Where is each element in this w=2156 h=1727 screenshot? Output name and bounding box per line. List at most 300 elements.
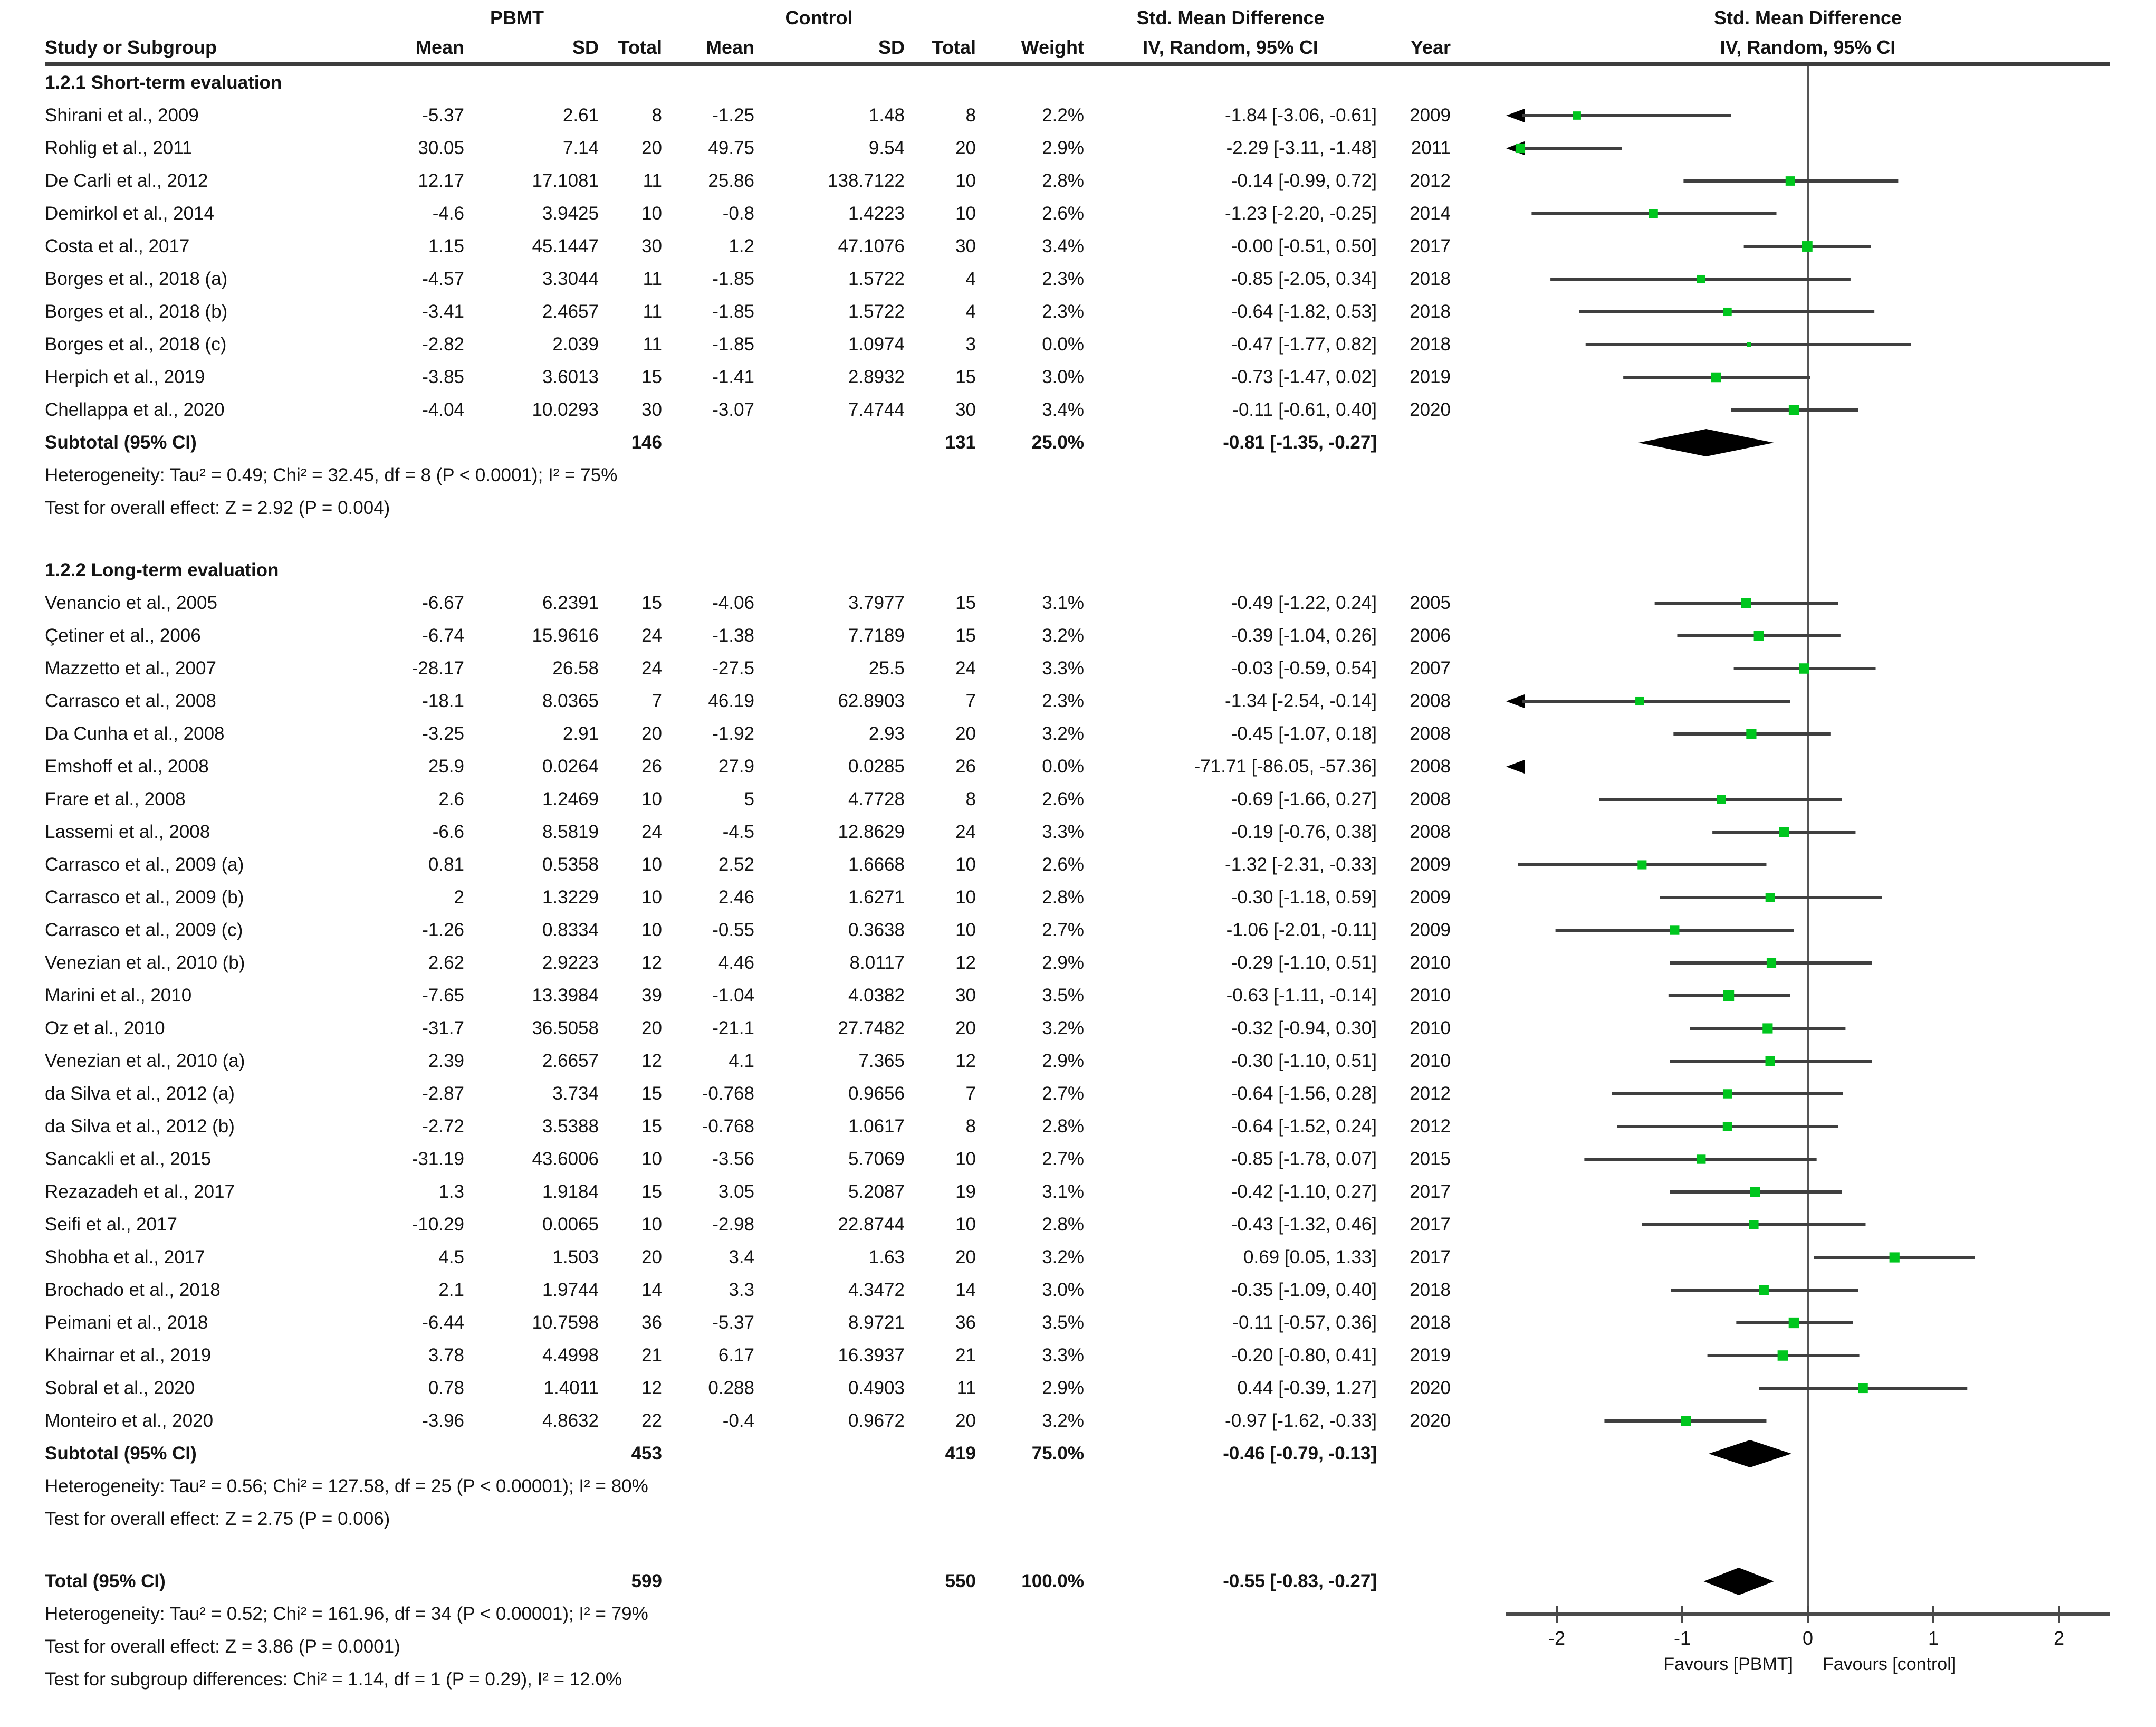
control-total: 10 <box>955 1214 976 1235</box>
control-total: 20 <box>955 723 976 744</box>
year-value: 2012 <box>1410 1116 1451 1137</box>
control-total: 24 <box>955 822 976 842</box>
cell <box>1377 426 1451 459</box>
study-row <box>45 1077 1451 1110</box>
year-value: 2017 <box>1410 236 1451 256</box>
total-row <box>45 1565 1451 1598</box>
control-sd: 27.7482 <box>838 1018 905 1038</box>
study-label: Costa et al., 2017 <box>45 236 190 256</box>
pbmt-mean: 4.5 <box>438 1247 464 1267</box>
study-label: Khairnar et al., 2019 <box>45 1345 212 1366</box>
control-mean: 2.46 <box>718 887 754 908</box>
point-marker <box>1766 893 1775 902</box>
control-mean: -0.4 <box>722 1410 754 1431</box>
year-value: 2012 <box>1410 170 1451 191</box>
weight-value: 75.0% <box>1031 1443 1084 1464</box>
control-sd: 1.6271 <box>848 887 905 908</box>
control-sd: 2.8932 <box>848 367 905 387</box>
point-marker <box>1779 827 1789 837</box>
year-value: 2018 <box>1410 269 1451 289</box>
pbmt-total: 39 <box>641 985 662 1006</box>
axis-tick-label: -2 <box>1548 1627 1566 1649</box>
control-mean: -1.85 <box>712 301 754 322</box>
pbmt-total: 15 <box>641 1083 662 1104</box>
control-mean: -27.5 <box>712 658 754 679</box>
control-sd: 5.7069 <box>848 1149 905 1169</box>
study-row <box>45 947 1451 979</box>
section-gap <box>45 524 1451 554</box>
study-row <box>45 685 1451 718</box>
control-mean: 46.19 <box>708 691 754 711</box>
year-value: 2017 <box>1410 1181 1451 1202</box>
control-mean: 4.1 <box>729 1051 754 1071</box>
subtotal-row <box>45 426 1451 459</box>
weight-value: 3.2% <box>1042 1410 1084 1431</box>
plot-header-line2: IV, Random, 95% CI <box>1720 36 1896 58</box>
control-mean: -21.1 <box>712 1018 754 1038</box>
pbmt-sd: 0.0264 <box>542 756 599 777</box>
pbmt-mean: -2.87 <box>422 1083 464 1104</box>
pbmt-total: 12 <box>641 1051 662 1071</box>
smd-ci-value: -1.32 [-2.31, -0.33] <box>1225 854 1377 875</box>
cell <box>464 1437 599 1470</box>
pbmt-mean: 12.17 <box>418 170 464 191</box>
pbmt-mean: -4.6 <box>432 203 464 224</box>
weight-value: 2.8% <box>1042 170 1084 191</box>
weight-value: 3.4% <box>1042 399 1084 420</box>
control-total: 131 <box>945 432 976 453</box>
pbmt-total: 24 <box>641 625 662 646</box>
control-total-header: Total <box>932 36 976 58</box>
smd-ci-value: -0.81 [-1.35, -0.27] <box>1223 432 1377 453</box>
study-label: Emshoff et al., 2008 <box>45 756 209 777</box>
pbmt-total: 15 <box>641 1116 662 1137</box>
study-label: Frare et al., 2008 <box>45 789 186 809</box>
clip-arrow-icon <box>1506 109 1525 122</box>
control-total: 550 <box>945 1571 976 1591</box>
study-row <box>45 848 1451 881</box>
control-mean: 0.288 <box>708 1378 754 1398</box>
control-total: 15 <box>955 593 976 613</box>
year-value: 2008 <box>1410 789 1451 809</box>
point-marker <box>1681 1416 1691 1426</box>
pbmt-total: 20 <box>641 1018 662 1038</box>
pbmt-sd: 0.5358 <box>542 854 599 875</box>
point-marker <box>1717 795 1726 804</box>
pbmt-sd: 2.91 <box>562 723 599 744</box>
pbmt-sd: 3.6013 <box>542 367 599 387</box>
pbmt-total: 12 <box>641 952 662 973</box>
weight-value: 2.9% <box>1042 1051 1084 1071</box>
heterogeneity-line <box>45 459 1451 492</box>
pbmt-mean: 30.05 <box>418 138 464 158</box>
control-total: 36 <box>955 1312 976 1333</box>
pbmt-sd: 0.0065 <box>542 1214 599 1235</box>
control-mean: 27.9 <box>718 756 754 777</box>
summary-label: Subtotal (95% CI) <box>45 1443 197 1464</box>
control-mean: 25.86 <box>708 170 754 191</box>
control-mean: -0.8 <box>722 203 754 224</box>
control-total: 14 <box>955 1280 976 1300</box>
control-sd: 1.6668 <box>848 854 905 875</box>
forest-plot-area <box>1451 0 2156 1727</box>
control-total: 8 <box>965 1116 976 1137</box>
pbmt-total: 14 <box>641 1280 662 1300</box>
point-marker <box>1767 958 1776 968</box>
pbmt-mean: -31.7 <box>422 1018 464 1038</box>
year-value: 2015 <box>1410 1149 1451 1169</box>
pbmt-total-header: Total <box>618 36 662 58</box>
control-mean: -1.85 <box>712 269 754 289</box>
study-row <box>45 1012 1451 1045</box>
year-value: 2008 <box>1410 723 1451 744</box>
weight-value: 3.3% <box>1042 658 1084 679</box>
control-mean: -1.41 <box>712 367 754 387</box>
pbmt-total: 453 <box>631 1443 662 1464</box>
control-total: 30 <box>955 985 976 1006</box>
study-label: Rohlig et al., 2011 <box>45 138 193 158</box>
clip-arrow-icon <box>1506 760 1525 774</box>
study-label: Da Cunha et al., 2008 <box>45 723 225 744</box>
study-row <box>45 979 1451 1012</box>
smd-ci-value: -0.85 [-1.78, 0.07] <box>1231 1149 1377 1169</box>
control-mean: 3.4 <box>729 1247 754 1267</box>
control-sd: 1.63 <box>868 1247 905 1267</box>
cell <box>754 426 905 459</box>
weight-value: 3.0% <box>1042 367 1084 387</box>
study-label: da Silva et al., 2012 (b) <box>45 1116 235 1137</box>
study-row <box>45 361 1451 394</box>
year-value: 2009 <box>1410 920 1451 940</box>
point-marker <box>1746 729 1756 739</box>
header-spacer <box>976 3 1084 33</box>
control-sd: 1.48 <box>868 105 905 126</box>
year-value: 2008 <box>1410 691 1451 711</box>
control-sd: 2.93 <box>868 723 905 744</box>
control-total: 3 <box>965 334 976 355</box>
smd-ci-value: -1.06 [-2.01, -0.11] <box>1226 920 1377 940</box>
point-marker <box>1799 663 1809 674</box>
weight-value: 2.8% <box>1042 1116 1084 1137</box>
pbmt-mean: -6.67 <box>422 593 464 613</box>
pbmt-total: 10 <box>641 1214 662 1235</box>
control-sd: 7.4744 <box>848 399 905 420</box>
year-value: 2007 <box>1410 658 1451 679</box>
study-label: Peimani et al., 2018 <box>45 1312 208 1333</box>
heterogeneity-line <box>45 1598 1451 1630</box>
control-mean: -3.56 <box>712 1149 754 1169</box>
point-marker <box>1789 1318 1799 1328</box>
weight-value: 3.1% <box>1042 1181 1084 1202</box>
year-value: 2014 <box>1410 203 1451 224</box>
pbmt-total: 20 <box>641 138 662 158</box>
pbmt-sd: 1.2469 <box>542 789 599 809</box>
control-mean: -0.768 <box>702 1116 754 1137</box>
control-total: 11 <box>956 1378 976 1398</box>
heterogeneity-line <box>45 1470 1451 1503</box>
pbmt-sd: 8.5819 <box>542 822 599 842</box>
control-total: 20 <box>955 1410 976 1431</box>
pbmt-sd: 3.734 <box>552 1083 599 1104</box>
study-label: Marini et al., 2010 <box>45 985 192 1006</box>
summary-diamond <box>1709 1440 1791 1467</box>
weight-value: 3.2% <box>1042 723 1084 744</box>
pbmt-sd: 43.6006 <box>532 1149 599 1169</box>
year-value: 2010 <box>1410 952 1451 973</box>
pbmt-total: 599 <box>631 1571 662 1591</box>
point-marker <box>1890 1252 1900 1262</box>
point-marker <box>1697 1154 1705 1163</box>
pbmt-total: 12 <box>641 1378 662 1398</box>
control-total: 10 <box>955 920 976 940</box>
pbmt-sd: 2.4657 <box>542 301 599 322</box>
point-marker <box>1723 1122 1732 1131</box>
year-value: 2017 <box>1410 1247 1451 1267</box>
pbmt-total: 146 <box>631 432 662 453</box>
study-label: De Carli et al., 2012 <box>45 170 208 191</box>
study-row <box>45 783 1451 816</box>
smd-ci-value: -2.29 [-3.11, -1.48] <box>1226 138 1377 158</box>
pbmt-mean: 2.1 <box>438 1280 464 1300</box>
control-sd: 0.0285 <box>848 756 905 777</box>
weight-value: 2.9% <box>1042 952 1084 973</box>
pbmt-mean: -28.17 <box>411 658 464 679</box>
control-sd: 138.7122 <box>828 170 905 191</box>
study-label: Herpich et al., 2019 <box>45 367 205 387</box>
study-row <box>45 914 1451 947</box>
control-mean: -4.5 <box>722 822 754 842</box>
pbmt-total: 15 <box>641 593 662 613</box>
study-label: Rezazadeh et al., 2017 <box>45 1181 235 1202</box>
control-total: 15 <box>955 367 976 387</box>
weight-value: 3.5% <box>1042 1312 1084 1333</box>
pbmt-total: 15 <box>641 1181 662 1202</box>
study-row <box>45 328 1451 361</box>
smd-ci-value: -0.11 [-0.57, 0.36] <box>1232 1312 1377 1333</box>
control-sd: 1.5722 <box>848 301 905 322</box>
pbmt-sd: 15.9616 <box>532 625 599 646</box>
pbmt-sd-header: SD <box>572 36 599 58</box>
overall-effect-line <box>45 492 1451 524</box>
control-sd: 8.9721 <box>848 1312 905 1333</box>
pbmt-total: 8 <box>651 105 662 126</box>
control-sd: 1.5722 <box>848 269 905 289</box>
summary-label: Subtotal (95% CI) <box>45 432 197 453</box>
pbmt-mean: -6.44 <box>422 1312 464 1333</box>
pbmt-sd: 8.0365 <box>542 691 599 711</box>
smd-ci-value: -0.64 [-1.56, 0.28] <box>1231 1083 1377 1104</box>
weight-value: 2.7% <box>1042 1083 1084 1104</box>
point-marker <box>1762 1023 1772 1033</box>
study-column-header: Study or Subgroup <box>45 36 217 58</box>
control-total: 7 <box>965 691 976 711</box>
control-sd: 9.54 <box>868 138 905 158</box>
pbmt-sd: 1.503 <box>552 1247 599 1267</box>
weight-value: 3.2% <box>1042 1247 1084 1267</box>
pbmt-sd: 3.9425 <box>542 203 599 224</box>
pbmt-sd: 13.3984 <box>532 985 599 1006</box>
pbmt-total: 10 <box>641 854 662 875</box>
smd-ci-value: -0.30 [-1.18, 0.59] <box>1231 887 1377 908</box>
pbmt-mean: -1.26 <box>422 920 464 940</box>
control-mean: -1.85 <box>712 334 754 355</box>
weight-value: 2.6% <box>1042 789 1084 809</box>
pbmt-total: 15 <box>641 367 662 387</box>
point-marker <box>1802 241 1813 252</box>
overall-effect-line: Test for overall effect: Z = 2.92 (P = 0.004) <box>45 498 390 518</box>
point-marker <box>1711 373 1721 383</box>
point-marker <box>1766 1056 1775 1066</box>
section-title <box>45 554 1451 587</box>
year-value: 2009 <box>1410 105 1451 126</box>
study-row <box>45 1372 1451 1405</box>
year-value: 2010 <box>1410 1051 1451 1071</box>
study-label: Lassemi et al., 2008 <box>45 822 210 842</box>
cell <box>662 1437 754 1470</box>
section-title: 1.2.1 Short-term evaluation <box>45 72 282 93</box>
control-total: 26 <box>955 756 976 777</box>
subtotal-row <box>45 1437 1451 1470</box>
point-marker <box>1747 342 1751 347</box>
study-label: Sobral et al., 2020 <box>45 1378 195 1398</box>
point-marker <box>1649 209 1658 218</box>
study-row <box>45 1143 1451 1176</box>
study-row <box>45 750 1451 783</box>
weight-value: 3.4% <box>1042 236 1084 256</box>
pbmt-sd: 45.1447 <box>532 236 599 256</box>
weight-value: 2.9% <box>1042 1378 1084 1398</box>
year-value: 2009 <box>1410 887 1451 908</box>
pbmt-mean: -2.82 <box>422 334 464 355</box>
weight-value: 2.6% <box>1042 854 1084 875</box>
control-mean: 1.2 <box>729 236 754 256</box>
control-mean-header: Mean <box>705 36 754 58</box>
point-marker <box>1778 1350 1788 1361</box>
pbmt-sd: 1.4011 <box>543 1378 599 1398</box>
pbmt-mean: -3.25 <box>422 723 464 744</box>
pbmt-sd: 10.0293 <box>532 399 599 420</box>
control-total: 12 <box>955 952 976 973</box>
weight-value: 2.3% <box>1042 269 1084 289</box>
cell <box>754 1565 905 1598</box>
pbmt-sd: 4.4998 <box>542 1345 599 1366</box>
control-sd: 5.2087 <box>848 1181 905 1202</box>
smd-ci-value: -0.47 [-1.77, 0.82] <box>1231 334 1377 355</box>
pbmt-total: 20 <box>641 723 662 744</box>
weight-value: 2.3% <box>1042 691 1084 711</box>
overall-effect-line <box>45 1503 1451 1535</box>
point-marker <box>1786 176 1795 186</box>
pbmt-total: 7 <box>651 691 662 711</box>
pbmt-sd: 0.8334 <box>542 920 599 940</box>
overall-effect-line <box>45 1630 1451 1663</box>
control-total: 10 <box>955 1149 976 1169</box>
control-mean: -0.55 <box>712 920 754 940</box>
summary-diamond <box>1638 429 1774 456</box>
control-total: 4 <box>965 269 976 289</box>
weight-value: 2.8% <box>1042 887 1084 908</box>
axis-tick-label: -1 <box>1673 1627 1691 1649</box>
study-row <box>45 816 1451 848</box>
smd-ci-value: -0.97 [-1.62, -0.33] <box>1225 1410 1377 1431</box>
smd-ci-value: -0.14 [-0.99, 0.72] <box>1231 170 1377 191</box>
control-sd: 4.7728 <box>848 789 905 809</box>
control-mean: -1.92 <box>712 723 754 744</box>
weight-value: 3.5% <box>1042 985 1084 1006</box>
year-value: 2005 <box>1410 593 1451 613</box>
cell <box>464 426 599 459</box>
study-row <box>45 718 1451 750</box>
pbmt-mean: 3.78 <box>428 1345 464 1366</box>
pbmt-sd: 26.58 <box>552 658 599 679</box>
axis-tick-label: 0 <box>1802 1627 1814 1649</box>
control-mean: -0.768 <box>702 1083 754 1104</box>
year-value: 2009 <box>1410 854 1451 875</box>
pbmt-sd: 10.7598 <box>532 1312 599 1333</box>
smd-header-line1: Std. Mean Difference <box>1136 7 1325 28</box>
study-row <box>45 1274 1451 1306</box>
year-value: 2017 <box>1410 1214 1451 1235</box>
control-mean: 6.17 <box>718 1345 754 1366</box>
control-total: 24 <box>955 658 976 679</box>
study-row <box>45 1405 1451 1437</box>
pbmt-sd: 2.039 <box>552 334 599 355</box>
pbmt-mean: 1.3 <box>438 1181 464 1202</box>
weight-value: 25.0% <box>1031 432 1084 453</box>
point-marker <box>1697 275 1705 283</box>
pbmt-total: 20 <box>641 1247 662 1267</box>
pbmt-sd: 36.5058 <box>532 1018 599 1038</box>
pbmt-sd: 2.9223 <box>542 952 599 973</box>
control-total: 10 <box>955 887 976 908</box>
cell <box>372 1565 464 1598</box>
control-sd: 47.1076 <box>838 236 905 256</box>
pbmt-sd: 2.61 <box>562 105 599 126</box>
study-row <box>45 1176 1451 1208</box>
control-sd: 22.8744 <box>838 1214 905 1235</box>
smd-ci-value: -0.00 [-0.51, 0.50] <box>1231 236 1377 256</box>
control-sd: 7.7189 <box>848 625 905 646</box>
control-sd: 0.4903 <box>848 1378 905 1398</box>
section-gap <box>45 1535 1451 1565</box>
study-label: Shobha et al., 2017 <box>45 1247 205 1267</box>
point-marker <box>1573 111 1581 120</box>
weight-value: 2.7% <box>1042 920 1084 940</box>
cell <box>1377 1565 1451 1598</box>
heterogeneity-line: Heterogeneity: Tau² = 0.49; Chi² = 32.45, df = 8 (P < 0.0001); I² = 75% <box>45 465 618 485</box>
control-mean: 5 <box>744 789 754 809</box>
study-row <box>45 1241 1451 1274</box>
study-label: Carrasco et al., 2008 <box>45 691 216 711</box>
weight-value: 3.2% <box>1042 625 1084 646</box>
study-row <box>45 295 1451 328</box>
point-marker <box>1789 405 1799 415</box>
point-marker <box>1759 1285 1769 1295</box>
control-total: 419 <box>945 1443 976 1464</box>
control-sd: 4.0382 <box>848 985 905 1006</box>
cell <box>464 1565 599 1598</box>
control-mean: -3.07 <box>712 399 754 420</box>
pbmt-mean: 2 <box>454 887 464 908</box>
year-value: 2012 <box>1410 1083 1451 1104</box>
smd-ci-value: -0.29 [-1.10, 0.51] <box>1231 952 1377 973</box>
control-total: 10 <box>955 854 976 875</box>
year-value: 2008 <box>1410 822 1451 842</box>
study-row <box>45 619 1451 652</box>
study-row <box>45 1208 1451 1241</box>
study-row <box>45 165 1451 197</box>
pbmt-total: 10 <box>641 1149 662 1169</box>
